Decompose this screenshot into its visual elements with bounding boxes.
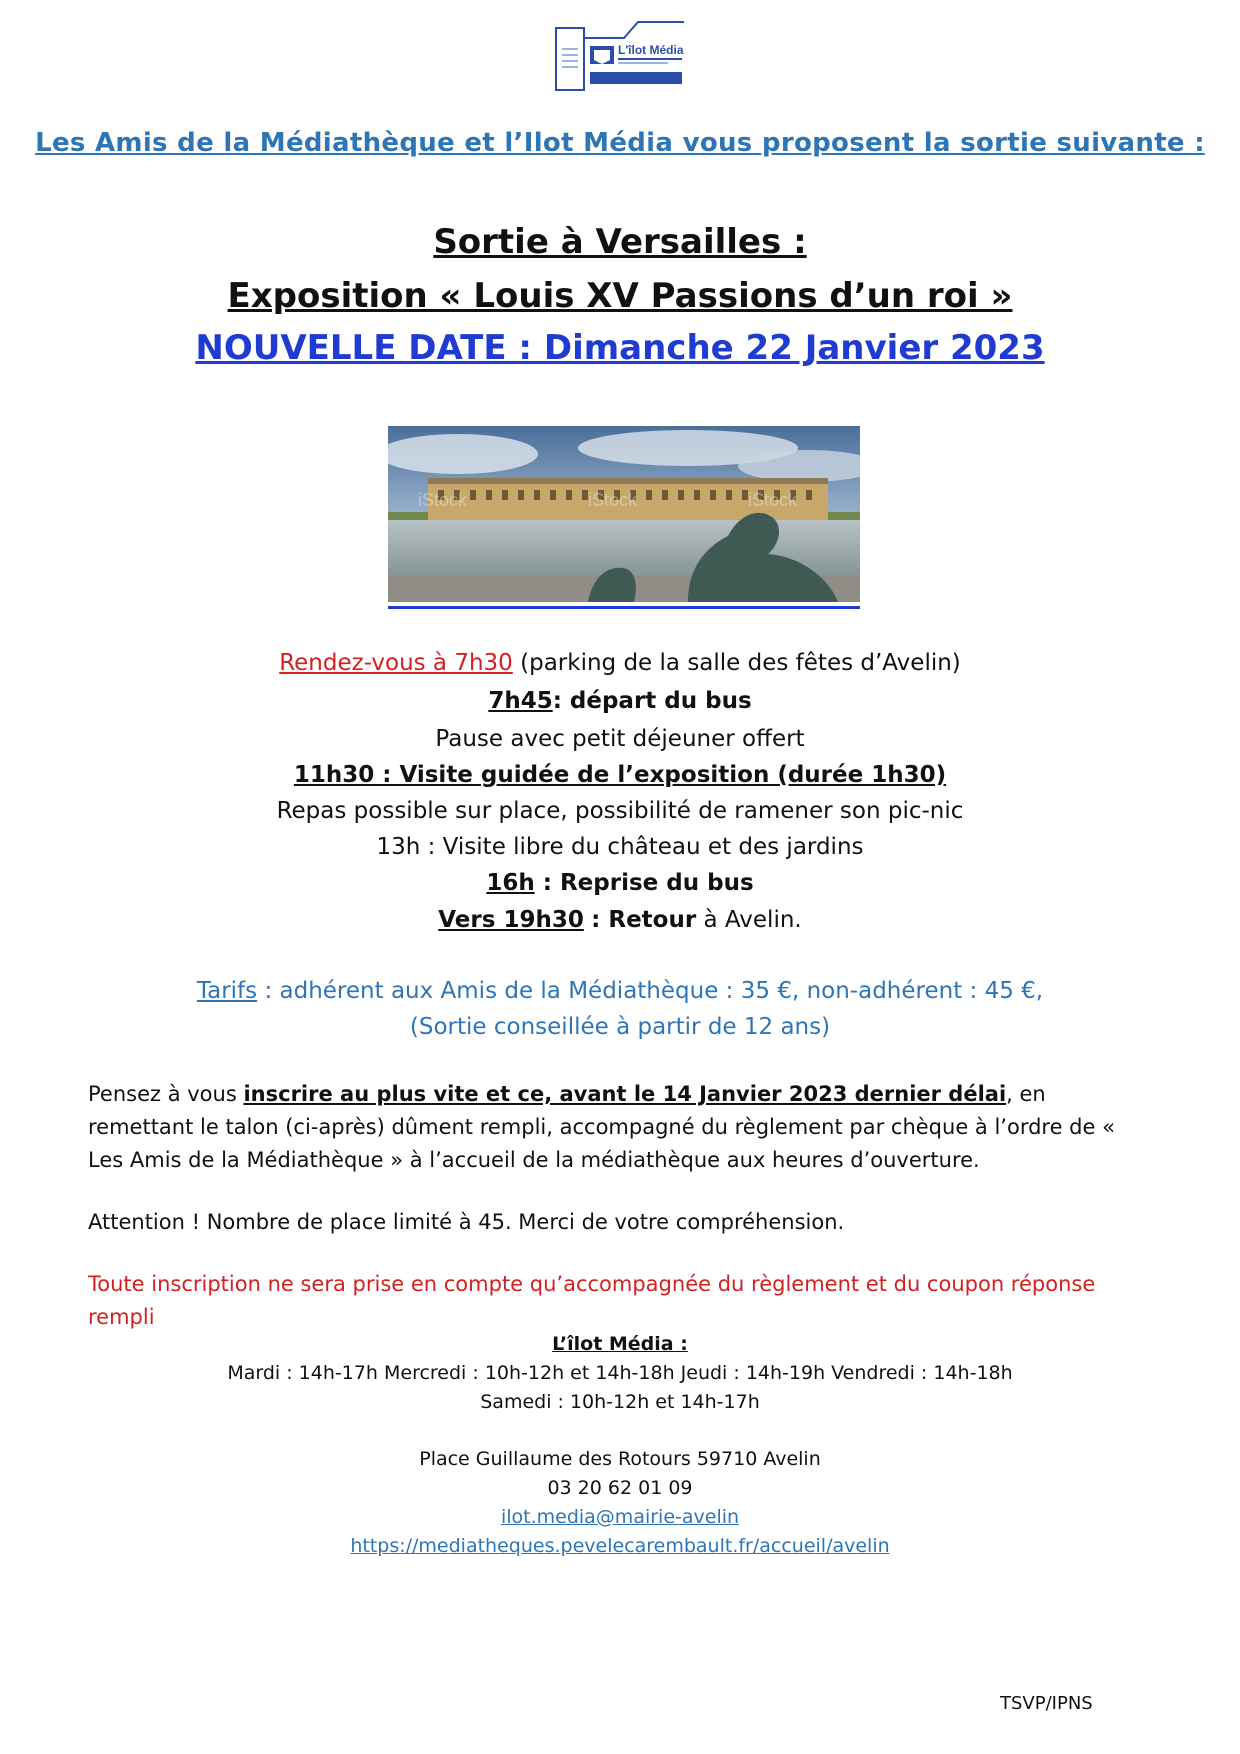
tarifs-label: Tarifs bbox=[196, 978, 258, 1004]
inscription-deadline: inscrire au plus vite et ce, avant le 14 Janvier 2023 dernier délai bbox=[243, 1082, 1007, 1106]
depart-text: : départ du bus bbox=[552, 688, 752, 714]
footer-tsvp: TSVP/IPNS bbox=[1000, 1693, 1093, 1714]
programme-rendezvous bbox=[0, 650, 1240, 676]
tarifs-line bbox=[0, 978, 1240, 1004]
svg-text:iStock: iStock bbox=[418, 490, 468, 510]
contact-address: Place Guillaume des Rotours 59710 Avelin bbox=[419, 1448, 821, 1470]
retour-place: à Avelin. bbox=[703, 907, 802, 933]
svg-text:L'îlot Média: L'îlot Média bbox=[618, 43, 684, 57]
opening-hours-line-1: Mardi : 14h-17h Mercredi : 10h-12h et 14h-18h Jeudi : 14h-19h Vendredi : 14h-18h bbox=[227, 1362, 1013, 1384]
programme-reprise bbox=[0, 870, 1240, 896]
inscription-paragraph bbox=[88, 1078, 1156, 1177]
opening-hours-line-2: Samedi : 10h-12h et 14h-17h bbox=[480, 1391, 760, 1413]
reprise-time: 16h bbox=[486, 870, 535, 896]
contact-phone: 03 20 62 01 09 bbox=[547, 1477, 693, 1499]
tarifs-note: (Sortie conseillée à partir de 12 ans) bbox=[409, 1014, 831, 1040]
contact-name: L’îlot Média : bbox=[552, 1333, 688, 1355]
inscription-pre: Pensez à vous bbox=[88, 1082, 237, 1106]
ilot-media-logo bbox=[554, 18, 690, 92]
programme-visite-guidee: 11h30 : Visite guidée de l’exposition (durée 1h30) bbox=[293, 762, 947, 788]
programme-pause: Pause avec petit déjeuner offert bbox=[435, 726, 805, 752]
versailles-photo bbox=[388, 426, 860, 602]
programme-repas: Repas possible sur place, possibilité de ramener son pic-nic bbox=[276, 798, 964, 824]
programme-retour bbox=[0, 907, 1240, 933]
contact-email-link[interactable]: ilot.media@mairie-avelin bbox=[500, 1506, 740, 1528]
title-new-date: NOUVELLE DATE : Dimanche 22 Janvier 2023 bbox=[195, 328, 1045, 368]
inscription-post: , en remettant le talon (ci-après) dûment rempli, accompagné du règlement par chèque à l’ordre de « Les Amis de la Médiathèque » à l’accueil de la médiathèque aux heures d’ouverture. bbox=[88, 1082, 1115, 1172]
title-line-2: Exposition « Louis XV Passions d’un roi » bbox=[227, 276, 1013, 316]
programme-visite-libre: 13h : Visite libre du château et des jardins bbox=[376, 834, 864, 860]
svg-text:iStock: iStock bbox=[588, 490, 638, 510]
retour-label: : Retour bbox=[591, 907, 697, 933]
svg-text:iStock: iStock bbox=[748, 490, 798, 510]
intro-line: Les Amis de la Médiathèque et l’Ilot Média vous proposent la sortie suivante : bbox=[35, 128, 1205, 158]
tarifs-text: : adhérent aux Amis de la Médiathèque : 35 €, non-adhérent : 45 €, bbox=[264, 978, 1044, 1004]
programme-depart bbox=[0, 688, 1240, 714]
photo-underline bbox=[388, 606, 860, 609]
title-line-1: Sortie à Versailles : bbox=[433, 222, 807, 262]
depart-time: 7h45 bbox=[488, 688, 553, 714]
rendezvous-time: Rendez-vous à 7h30 bbox=[279, 650, 513, 676]
reprise-text: : Reprise du bus bbox=[542, 870, 754, 896]
retour-time: Vers 19h30 bbox=[438, 907, 584, 933]
warning-text: Toute inscription ne sera prise en compte qu’accompagnée du règlement et du coupon réponse rempli bbox=[88, 1272, 1096, 1329]
contact-website-link[interactable]: https://mediatheques.pevelecarembault.fr/accueil/avelin bbox=[350, 1535, 890, 1557]
attention-text: Attention ! Nombre de place limité à 45. Merci de votre compréhension. bbox=[88, 1210, 845, 1234]
rendezvous-place: (parking de la salle des fêtes d’Avelin) bbox=[520, 650, 961, 676]
